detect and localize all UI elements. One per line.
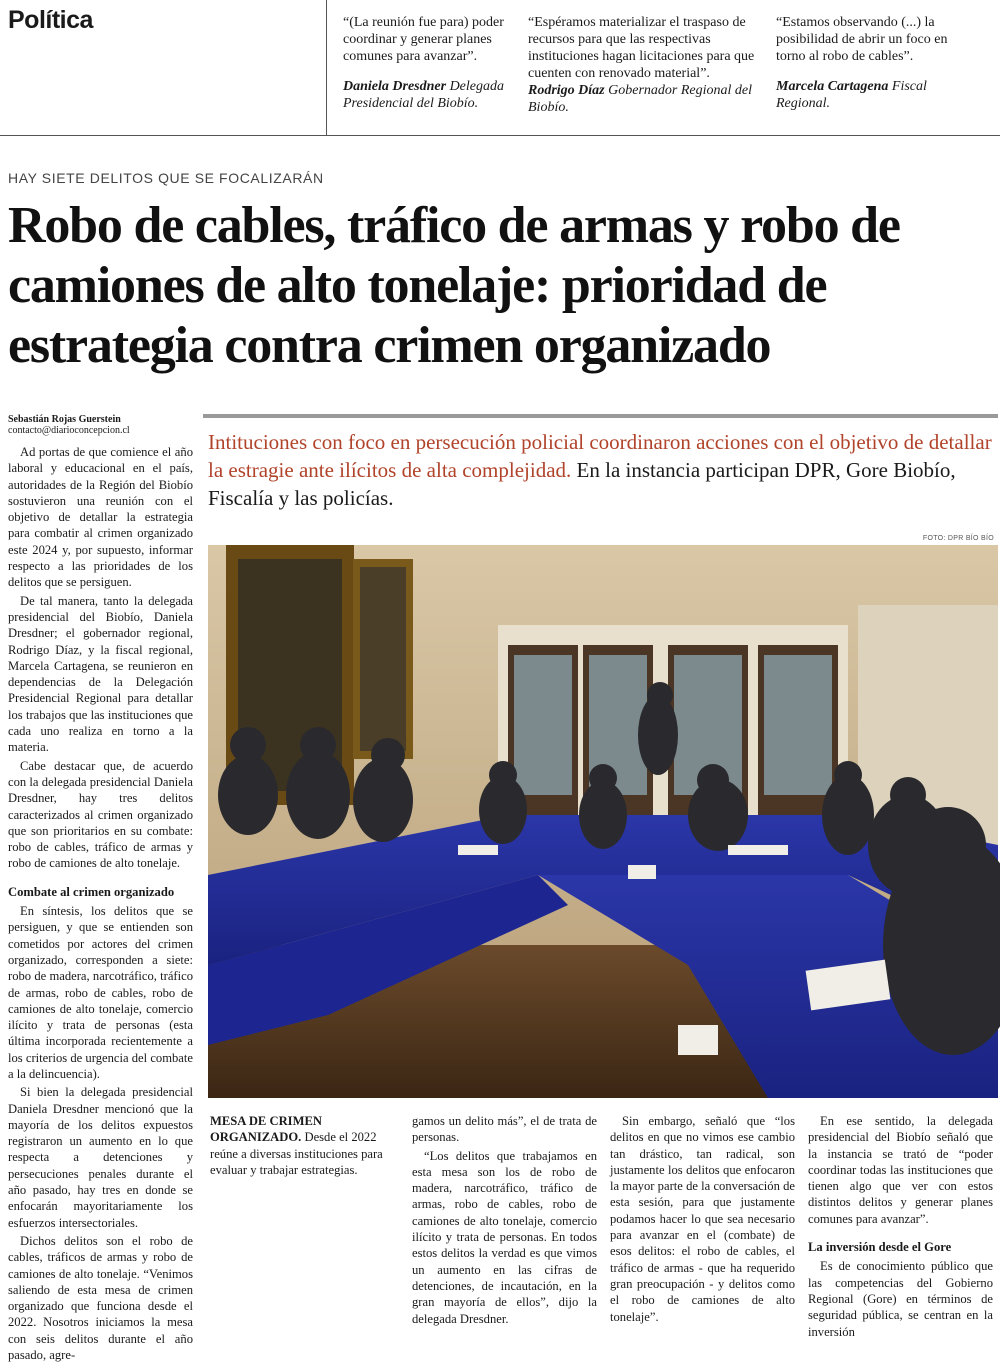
photo-credit: FOTO: DPR BÍO BÍO — [922, 535, 994, 542]
paragraph: “Los delitos que trabajamos en esta mesa son los de robo de madera, narcotráfico, tráfico de armas, robo de cables, robo de camiones de alto tonelaje, comercio ilícito y trata de personas. En todos estos delitos la verdad es que vimos un aumento en las cifras de detenciones, de incautación, en la gran mayoría de ellos”, dijo la delegada Dresdner. — [412, 1148, 597, 1326]
quote-role: Gobernador Regional del Biobío. — [528, 83, 752, 115]
byline-author: Sebastián Rojas Guerstein — [8, 414, 121, 425]
paragraph: De tal manera, tanto la delegada presidencial del Biobío, Daniela Dresdner; el gobernador regional, Rodrigo Díaz, y la fiscal regional, Marcela Cartagena, se reunieron en dependencias de la Delegación Presidencial Regional para detallar los trabajos que las instituciones que cada uno realiza en torno a la materia. — [8, 593, 193, 755]
quote-cartagena — [776, 14, 976, 112]
quote-attribution — [343, 78, 515, 112]
quote-text: “Espéramos materializar el traspaso de recursos para que las respectivas instituciones hagan licitaciones para que cuenten con renovado material”. — [528, 15, 755, 81]
caption-head: MESA DE CRIMEN ORGANIZADO. — [210, 1114, 322, 1145]
paragraph: Sin embargo, señaló que “los delitos en que no vimos ese cambio tan drástico, tan radical, son justamente los delitos que enfocaron la mayor parte de la conversación de esta sesión, para que justamente podamos hacer lo que sea necesario para avanzar en el (combate) de esos delitos: el robo de cables, el tráfico de armas - que ha requerido gran preocupación - y delitos como el robo de camiones de alto tonelaje”. — [610, 1114, 795, 1324]
quote-role: Fiscal Regional. — [776, 79, 927, 111]
paragraph: En síntesis, los delitos que se persiguen, y que se entienden son cometidos por actores del crimen organizado, corresponden a siete: robo de madera, narcotráfico, tráfico de armas, robo de cables, robo de camiones de alto tonelaje, comercio ilícito y trata de personas (esta última incorporada recientemente a los criterios de urgencia del combate a la delincuencia). — [8, 904, 193, 1081]
deck-rest: En la instancia participan DPR, Gore Biobío, Fiscalía y las policías. — [208, 458, 956, 510]
section-label: Política — [8, 6, 93, 34]
deck-rule — [203, 414, 998, 418]
header-divider — [326, 0, 327, 135]
quote-name: Daniela Dresdner — [343, 79, 447, 94]
headline — [8, 196, 998, 376]
headline-light: Robo de cables, tráfico de armas y robo de camiones de alto tonelaje: prioridad de estrategia — [8, 197, 900, 374]
byline — [8, 414, 130, 436]
quote-text: “(La reunión fue para) poder coordinar y generar planes comunes para avanzar”. — [343, 15, 504, 64]
paragraph: Dichos delitos son el robo de cables, tráficos de armas y robo de camiones de alto tonelaje. “Venimos saliendo de esta mesa de crimen organizado que funciona desde el 2022. Nosotros iniciamos la mesa con seis delitos durante el año pasado, agre- — [8, 1233, 193, 1363]
paragraph: Ad portas de que comience el año laboral y educacional en el país, autoridades de la Región del Biobío sostuvieron una reunión con el objetivo de detallar la estrategia para combatir al crimen organizado este 2024 y, por supuesto, informar respecto a las prioridades de los delitos que se persiguen. — [8, 445, 193, 590]
deck-accent: Intituciones con foco en persecución policial coordinaron acciones con el objetivo de detallar la estragie ante ilícitos de alta complejidad. — [208, 430, 992, 482]
body-column-1 — [8, 444, 193, 1365]
quote-attribution — [776, 78, 976, 112]
paragraph: gamos un delito más”, el de trata de personas. — [412, 1114, 597, 1145]
body-column-2 — [412, 1113, 597, 1329]
photo-caption — [210, 1113, 398, 1178]
quote-dresdner — [343, 14, 515, 112]
byline-email: contacto@diarioconcepcion.cl — [8, 425, 130, 436]
paragraph: Es de conocimiento público que las competencias del Gobierno Regional (Gore) en términos de seguridad pública, se centran en la inversión — [808, 1259, 993, 1339]
quote-name: Marcela Cartagena — [776, 79, 889, 94]
quote-role: Delegada Presidencial del Biobío. — [343, 79, 504, 111]
headline-bold: contra crimen organizado — [224, 317, 771, 374]
meeting-photo — [208, 545, 998, 1098]
quote-attribution — [528, 82, 756, 116]
paragraph: Si bien la delegada presidencial Daniela Dresdner mencionó que la mayoría de los delitos expuestos registraron un aumento en lo que respecta a detenciones y persecuciones penales durante el año pasado, hay tres en donde se enfocarán mayoritariamente los esfuerzos intersectoriales. — [8, 1085, 193, 1230]
header-rule — [0, 135, 1000, 136]
subhead: Combate al crimen organizado — [8, 884, 175, 899]
subhead: La inversión desde el Gore — [808, 1240, 952, 1255]
paragraph: Cabe destacar que, de acuerdo con la delegada presidencial Daniela Dresdner, hay tres delitos caracterizados al crimen organizado que son prioritarios en su combate: robo de cables, tráfico de armas y robo de camiones de alto tonelaje. — [8, 758, 193, 871]
caption-text: Desde el 2022 reúne a diversas instituciones para evaluar y trabajar estrategias. — [210, 1130, 383, 1177]
quote-name: Rodrigo Díaz — [528, 83, 605, 98]
quote-text: “Estamos observando (...) la posibilidad de abrir un foco en torno al robo de cables”. — [776, 15, 948, 64]
paragraph: En ese sentido, la delegada presidencial del Biobío señaló que la instancia se trató de “poder coordinar todas las instituciones que tienen algo que ver con estos distintos delitos y generar planes comunes para avanzar”. — [808, 1114, 993, 1226]
kicker: HAY SIETE DELITOS QUE SE FOCALIZARÁN — [8, 170, 324, 186]
body-column-3 — [610, 1113, 795, 1327]
deck — [208, 428, 993, 512]
body-column-4 — [808, 1113, 993, 1342]
quote-diaz — [528, 14, 756, 116]
